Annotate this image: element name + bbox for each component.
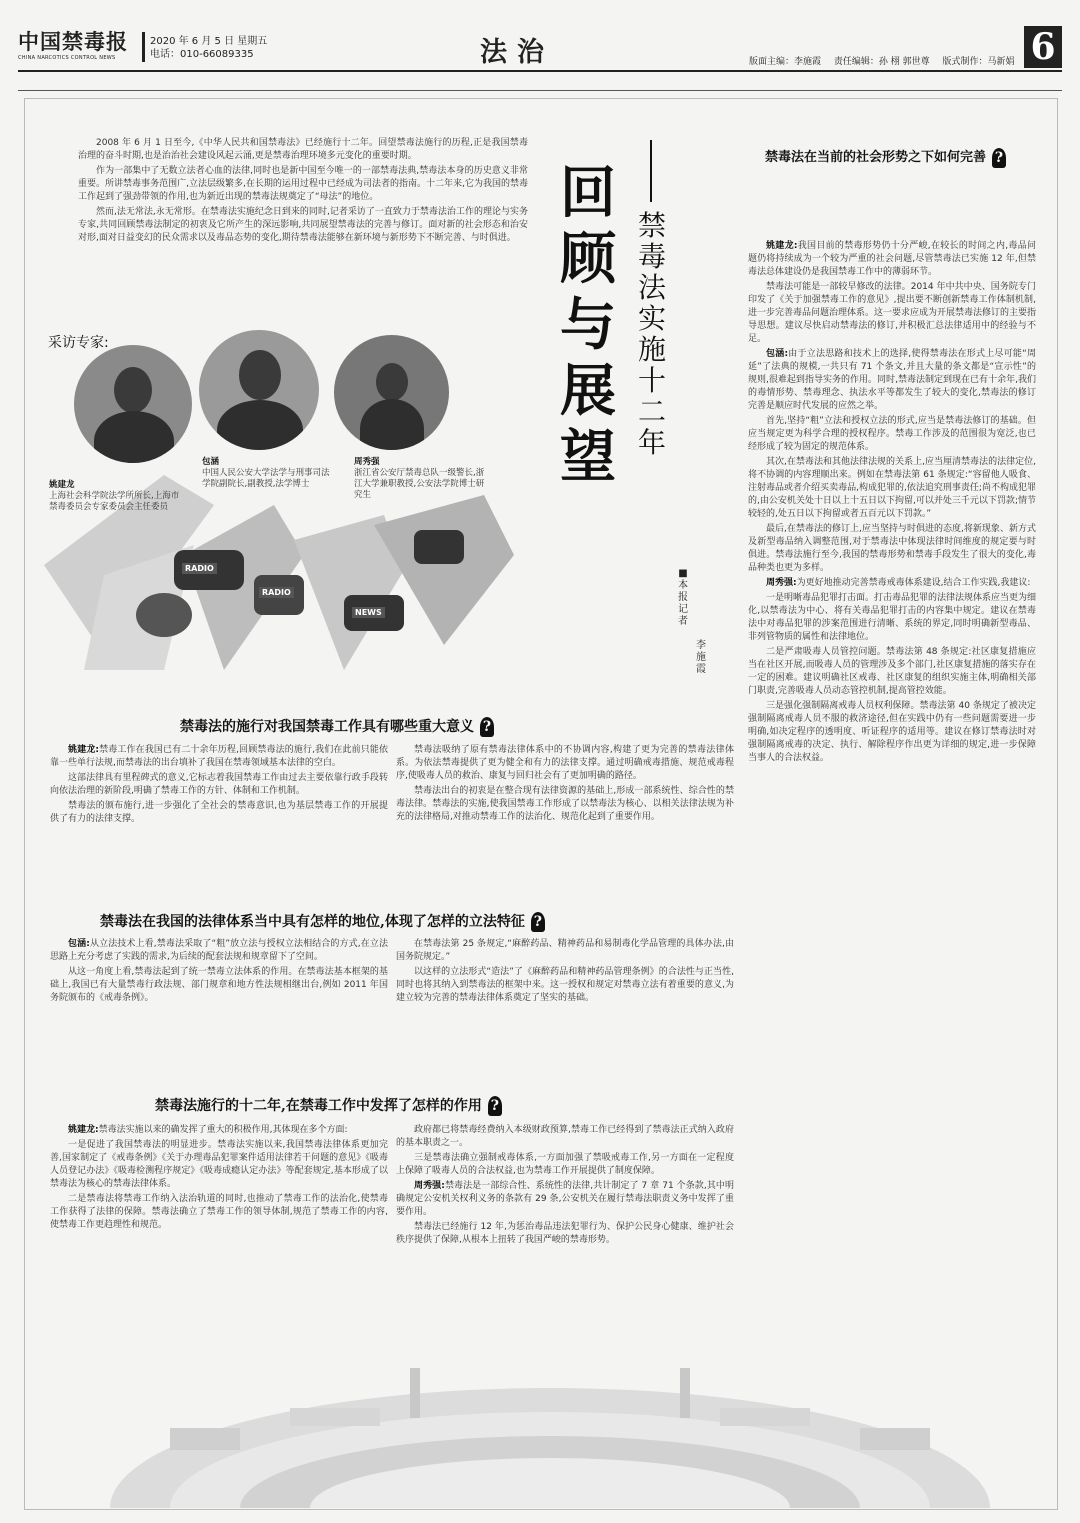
article-paragraph: 周秀强:禁毒法是一部综合性、系统性的法律,共计制定了 7 章 71 个条款,其中明确规定公安机关权利义务的条款有 29 条,公安机关在履行禁毒法职责义务中发挥了重要作用。 (396, 1181, 734, 1217)
newspaper-name-en: CHINA NARCOTICS CONTROL NEWS (18, 55, 116, 61)
article-paragraph: 二是禁毒法将禁毒工作纳入法治轨道的同时,也推动了禁毒工作的法治化,使禁毒工作获得了法律的保障。禁毒法确立了禁毒工作的领导体制,规范了禁毒工作的内容,使禁毒工作更趋理性和规范。 (50, 1194, 388, 1230)
article-paragraph: 姚建龙:禁毒法实施以来的确发挥了重大的积极作用,其体现在多个方面: (68, 1125, 348, 1135)
main-headline: 回顾与展望 (560, 160, 616, 490)
layout-editor: 版式制作：马新娟 (942, 57, 1015, 67)
right-paragraph: 首先,坚持“粗”立法和授权立法的形式,应当是禁毒法修订的基础。但应当规定更为科学合理的授权程序。禁毒工作涉及的范围很为宽泛,也已经形成了较为固定的规范体系。 (748, 416, 1036, 452)
intro-text (78, 137, 528, 307)
article-paragraph: 三是禁毒法确立强制戒毒体系,一方面加强了禁吸戒毒工作,另一方面在一定程度上保障了吸毒人员的合法权益,也为禁毒工作开展提供了制度保障。 (396, 1153, 734, 1176)
article-paragraph: 以这样的立法形式“造法”了《麻醉药品和精神药品管理条例》的合法性与正当性,同时也将其纳入到禁毒法的框架中来。这一授权和规定对禁毒立法有着重要的意义,为建立较为完善的禁毒法律体系奠定了坚实的基础。 (396, 967, 734, 1003)
section-title: 法治 (480, 37, 554, 68)
right-paragraph: 一是明晰毒品犯罪打击面。打击毒品犯罪的法律法规体系应当更为细化,以禁毒法为中心、将有关毒品犯罪打击的内容集中规定。建议在禁毒法中对毒品犯罪的涉案范围进行清晰、系统的界定,同时明确新型毒品、非列管物质的属性和法律地位。 (748, 593, 1036, 642)
question-2-col-left (50, 938, 388, 1078)
masthead-rule-thin (18, 90, 1062, 91)
mic-label: NEWS (352, 607, 385, 618)
subtitle-dash (650, 140, 652, 202)
right-paragraph: 禁毒法可能是一部较早修改的法律。2014 年中共中央、国务院专门印发了《关于加强禁毒工作的意见》,提出要不断创新禁毒工作体制机制,进一步完善毒品问题治理体系。这一要求应成为开展禁毒法修订的主要指导思想。建议尽快启动禁毒法的修订,并积极汇总法律适用中的经验与不足。 (748, 282, 1036, 344)
question-1-col-left (50, 744, 388, 894)
expert-photo-collage (44, 325, 534, 670)
issue-date: 2020 年 6 月 5 日 星期五 (150, 36, 268, 47)
masthead-divider (142, 32, 145, 62)
question-1-col-right (396, 744, 734, 894)
article-paragraph: 政府都已将禁毒经费纳入本级财政预算,禁毒工作已经得到了禁毒法正式纳入政府的基本职责之一。 (396, 1125, 734, 1148)
expert-portrait-1 (74, 345, 192, 463)
expert-caption-2: 包涵 中国人民公安大学法学与刑事司法学院副院长,副教授,法学博士 (202, 457, 330, 489)
reporter-label: ■本报记者 (678, 568, 688, 627)
expert-portrait-2 (199, 330, 319, 450)
mic-label: RADIO (259, 587, 294, 598)
expert-label: 采访专家: (48, 335, 109, 351)
question-3-title: 禁毒法施行的十二年,在禁毒工作中发挥了怎样的作用 ? (155, 1095, 502, 1116)
newspaper-name: 中国禁毒报 (18, 29, 128, 54)
article-paragraph: 姚建龙:禁毒工作在我国已有二十余年历程,回顾禁毒法的施行,我们在此前只能依靠一些单行法规,而禁毒法的出台填补了我国在禁毒领域基本法律的空白。 (50, 745, 388, 768)
question-mark-icon: ? (992, 148, 1006, 168)
expert-caption-3: 周秀强 浙江省公安厅禁毒总队一级警长,浙江大学兼职教授,公安法学院博士研究生 (354, 457, 485, 500)
mic-label: RADIO (182, 563, 217, 574)
masthead-rule (18, 70, 1062, 72)
question-2-title: 禁毒法在我国的法律体系当中具有怎样的地位,体现了怎样的立法特征 ? (100, 911, 545, 932)
article-paragraph: 包涵:从立法技术上看,禁毒法采取了“粗”放立法与授权立法相结合的方式,在立法思路上充分考虑了实践的需求,为后续的配套法规和规章留下了空间。 (50, 939, 388, 962)
expert-portrait-3 (334, 335, 449, 450)
reporter-name: 李施霞 (696, 640, 706, 675)
right-paragraph: 其次,在禁毒法和其他法律法规的关系上,应当厘清禁毒法的法律定位,将不协调的内容理顺出来。例如在禁毒法第 61 条规定:“容留他人吸食、注射毒品或者介绍买卖毒品,构成犯罪的,依法追究刑事责任;尚不构成犯罪的,由公安机关处十日以上十五日以下拘留,可以并处三千元以下罚款;情节较轻的,处五日以下拘留或者五百元以下罚款。” (748, 457, 1036, 519)
question-1-title: 禁毒法的施行对我国禁毒工作具有哪些重大意义 ? (180, 716, 494, 737)
article-paragraph: 这部法律具有里程碑式的意义,它标志着我国禁毒工作由过去主要依靠行政手段转向依法治理的新阶段,明确了禁毒工作的方针、体制和工作机制。 (50, 773, 388, 796)
article-paragraph: 一是促进了我国禁毒法的明显进步。禁毒法实施以来,我国禁毒法律体系更加完善,国家制定了《戒毒条例》《关于办理毒品犯罪案件适用法律若干问题的意见》《吸毒人员登记办法》《吸毒检测程序规定》《吸毒成瘾认定办法》等配套规定,基本形成了以禁毒法为核心的禁毒法律体系。 (50, 1140, 388, 1189)
question-3-col-left (50, 1124, 388, 1334)
issue-phone: 电话：010-66089335 (150, 49, 254, 60)
article-paragraph: 在禁毒法第 25 条规定,“麻醉药品、精神药品和易制毒化学品管理的具体办法,由国务院规定。” (396, 939, 734, 962)
right-paragraph: 姚建龙:我国目前的禁毒形势仍十分严峻,在较长的时间之内,毒品问题仍将持续成为一个较为严重的社会问题,尽管禁毒法已实施 12 年,但禁毒法总体建设仍是我国禁毒工作中的薄弱环节。 (748, 241, 1036, 277)
intro-paragraph: 作为一部集中了无数立法者心血的法律,同时也是新中国至今唯一的一部禁毒法典,禁毒法本身的历史意义非常重要。所讲禁毒事务范围广,立法层级繁多,在长期的运用过程中已经成为司法者的指南。十二年来,它为我国的禁毒工作起到了强劲带领的作用,也为新近出现的禁毒法规奠定了“母法”的地位。 (78, 166, 528, 202)
article-paragraph: 禁毒法吸纳了原有禁毒法律体系中的不协调内容,构建了更为完善的禁毒法律体系。为依法禁毒提供了更为健全和有力的法律支撑。通过明确戒毒措施、规范戒毒程序,使吸毒人员的救治、康复与回归社会有了更加明确的路径。 (396, 745, 734, 781)
right-question-title: 禁毒法在当前的社会形势之下如何完善 ? (765, 146, 1015, 170)
article-paragraph: 从这一角度上看,禁毒法起到了统一禁毒立法体系的作用。在禁毒法基本框架的基础上,我国已有大量禁毒行政法规、部门规章和地方性法规相继出台,例如 2011 年国务院颁布的《戒毒条例》。 (50, 967, 388, 1003)
article-paragraph: 禁毒法出台的初衷是在整合现有法律资源的基础上,形成一部系统性、综合性的禁毒法律。禁毒法的实施,使我国禁毒工作形成了以禁毒法为核心、以相关法律法规为补充的法律格局,对推动禁毒工作的法治化、规范化起到了重要作用。 (396, 786, 734, 822)
right-paragraph: 最后,在禁毒法的修订上,应当坚持与时俱进的态度,将新现象、新方式及新型毒品纳入调整范围,对于禁毒法中体现法律时间维度的规定要与时俱进。禁毒法施行至今,我国的禁毒形势和禁毒手段发生了很大的变化,毒品种类也更为多样。 (748, 524, 1036, 573)
editor-credits (749, 54, 1025, 67)
right-paragraph: 三是强化强制隔离戒毒人员权利保障。禁毒法第 40 条规定了被决定强制隔离戒毒人员不服的救济途径,但在实践中仍有一些问题需要进一步明确,如决定程序的透明度、听证程序的适用等。建议在修订禁毒法时对强制隔离戒毒的决定、执行、解除程序作出更为详细的规定,进一步保障当事人的合法权益。 (748, 701, 1036, 763)
page-number: 6 (1024, 26, 1062, 68)
issue-info (150, 35, 267, 61)
question-mark-icon: ? (531, 912, 545, 932)
question-3-col-right (396, 1124, 734, 1334)
question-mark-icon: ? (480, 717, 494, 737)
responsible-editor: 责任编辑：孙 栩 郭世尊 (833, 57, 930, 67)
intro-paragraph: 然而,法无常法,永无常形。在禁毒法实施纪念日到来的同时,记者采访了一直致力于禁毒法治工作的理论与实务专家,共同回顾禁毒法制定的初衷及它所产生的深远影响,共同展望禁毒法的完善与修订。面对新的社会形态和治安对形,面对日益变幻的民众需求以及毒品态势的变化,期待禁毒法能够在新环境与新形势下不断完善、与时俱进。 (78, 207, 528, 243)
newspaper-masthead (18, 30, 138, 61)
chief-editor: 版面主编：李施霞 (749, 57, 822, 67)
right-paragraph: 二是严肃吸毒人员管控问题。禁毒法第 48 条规定:社区康复措施应当在社区开展,而吸毒人员的管理涉及多个部门,社区康复措施的落实存在一定的困难。建议明确社区戒毒、社区康复的组织实施主体,明确相关部门职责,完善吸毒人员动态管控机制,提高管控效能。 (748, 647, 1036, 696)
intro-paragraph: 2008 年 6 月 1 日至今,《中华人民共和国禁毒法》已经施行十二年。回望禁毒法施行的历程,正是我国禁毒治理的奋斗时期,也是治治社会建设风起云涌,更是禁毒治理环境多元变化的重要时期。 (78, 138, 528, 161)
courtroom-stadium-illustration (110, 1358, 990, 1508)
question-2-col-right (396, 938, 734, 1078)
article-paragraph: 禁毒法已经施行 12 年,为惩治毒品违法犯罪行为、保护公民身心健康、维护社会秩序提供了保障,从根本上扭转了我国严峻的禁毒形势。 (396, 1222, 734, 1245)
sub-headline: 禁毒法实施十二年 (637, 209, 666, 459)
expert-caption-1: 姚建龙 上海社会科学院法学所所长,上海市禁毒委员会专家委员会主任委员 (49, 480, 180, 512)
right-column-text (748, 240, 1036, 1360)
right-paragraph: 周秀强:为更好地推动完善禁毒戒毒体系建设,结合工作实践,我建议: (766, 578, 1031, 588)
article-paragraph: 禁毒法的颁布施行,进一步强化了全社会的禁毒意识,也为基层禁毒工作的开展提供了有力的法律支撑。 (50, 801, 388, 824)
right-paragraph: 包涵:由于立法思路和技术上的选择,使得禁毒法在形式上尽可能“周延”了法典的规模,一共只有 71 个条文,并且大量的条文都是“宣示性”的规则,很难起到指导实务的作用。同时,禁毒法制定到现在已有十余年,我们的毒情形势、禁毒理念、执法水平等都发生了较大的变化,禁毒法的修订完善是顺应时代发展的应然之举。 (748, 349, 1036, 411)
question-mark-icon: ? (488, 1096, 502, 1116)
